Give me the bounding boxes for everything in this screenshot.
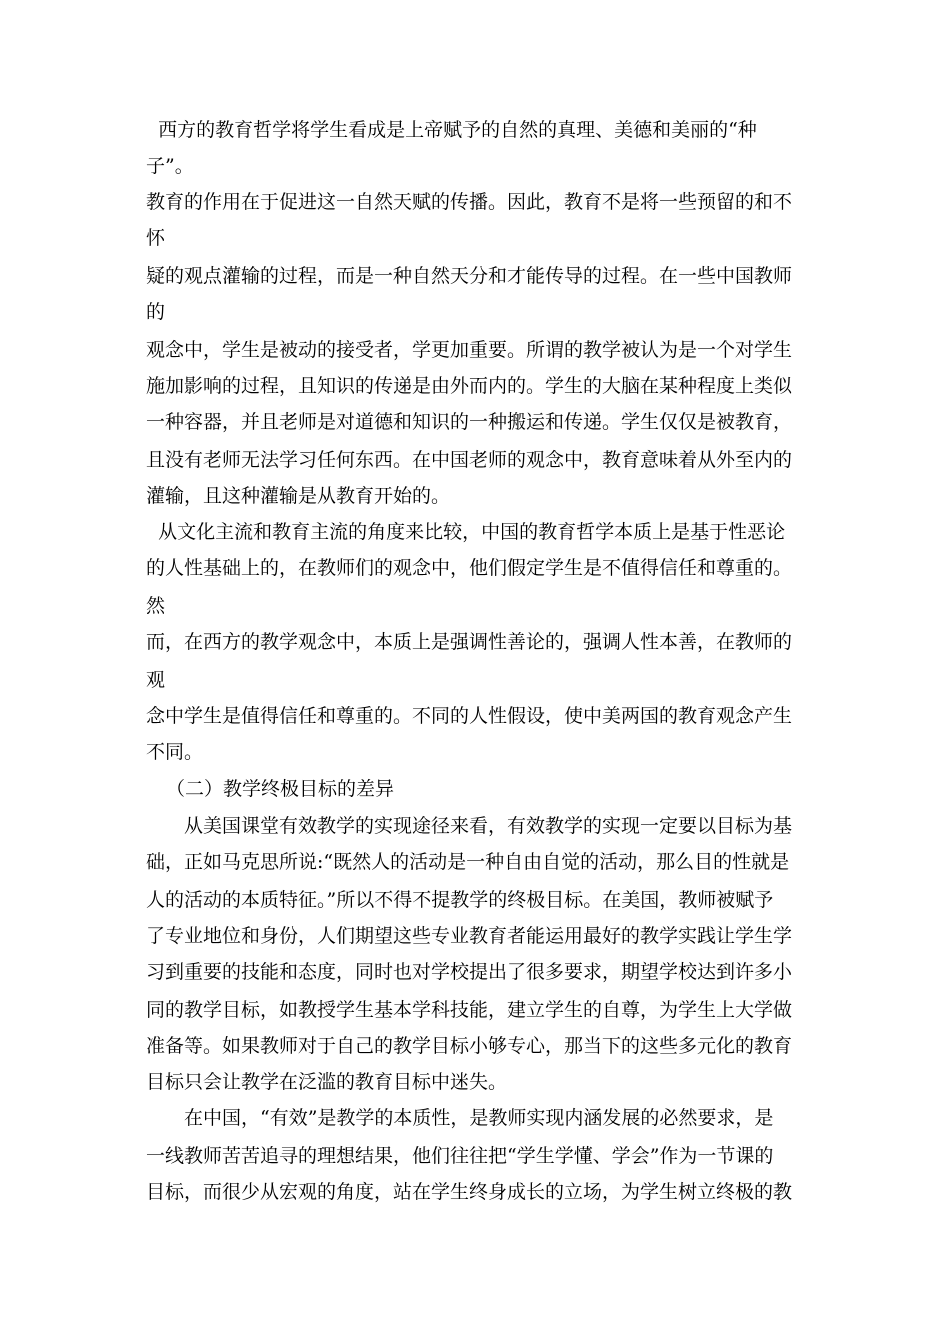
text-line: 目标，而很少从宏观的角度，站在学生终身成长的立场，为学生树立终极的教 bbox=[146, 1181, 793, 1203]
text-line: 础，正如马克思所说:“既然人的活动是一种自由自觉的活动，那么目的性就是 bbox=[146, 851, 790, 873]
text-line: 西方的教育哲学将学生看成是上帝赋予的自然的真理、美德和美丽的“种 bbox=[146, 119, 757, 141]
text-line: 习到重要的技能和态度，同时也对学校提出了很多要求，期望学校达到许多小 bbox=[146, 961, 793, 983]
text-line: 的人性基础上的，在教师们的观念中，他们假定学生是不值得信任和尊重的。 bbox=[146, 557, 793, 579]
text-line: 准备等。如果教师对于自己的教学目标小够专心，那当下的这些多元化的教育 bbox=[146, 1035, 793, 1057]
text-line: 施加影响的过程，且知识的传递是由外而内的。学生的大脑在某种程度上类似 bbox=[146, 375, 793, 397]
section-heading: （二）教学终极目标的差异 bbox=[166, 778, 395, 800]
text-line: 且没有老师无法学习任何东西。在中国老师的观念中，教育意味着从外至内的 bbox=[146, 449, 793, 471]
text-line: 教育的作用在于促进这一自然天赋的传播。因此，教育不是将一些预留的和不 bbox=[146, 191, 793, 213]
text-line: 从文化主流和教育主流的角度来比较，中国的教育哲学本质上是基于性恶论 bbox=[146, 521, 786, 543]
text-line: 念中学生是值得信任和尊重的。不同的人性假设，使中美两国的教育观念产生 bbox=[146, 705, 793, 727]
text-line: 了专业地位和身份，人们期望这些专业教育者能运用最好的教学实践让学生学 bbox=[146, 925, 793, 947]
text-line: 疑的观点灌输的过程，而是一种自然天分和才能传导的过程。在一些中国教师 bbox=[146, 265, 793, 287]
text-line: 而，在西方的教学观念中，本质上是强调性善论的，强调人性本善，在教师的 bbox=[146, 631, 793, 653]
text-line: 灌输，且这种灌输是从教育开始的。 bbox=[146, 485, 451, 507]
text-line: 人的活动的本质特征。”所以不得不提教学的终极目标。在美国，教师被赋予 bbox=[146, 889, 774, 911]
text-line: 的 bbox=[146, 301, 166, 323]
text-line: 观念中，学生是被动的接受者，学更加重要。所谓的教学被认为是一个对学生 bbox=[146, 339, 793, 361]
text-line: 然 bbox=[146, 595, 166, 617]
text-line: 不同。 bbox=[146, 741, 204, 763]
text-line: 同的教学目标，如教授学生基本学科技能，建立学生的自尊，为学生上大学做 bbox=[146, 999, 793, 1021]
text-line: 观 bbox=[146, 669, 166, 691]
text-line: 在中国，“有效”是教学的本质性，是教师实现内涵发展的必然要求，是 bbox=[184, 1107, 774, 1129]
text-line: 怀 bbox=[146, 227, 166, 249]
text-line: 从美国课堂有效教学的实现途径来看，有效教学的实现一定要以目标为基 bbox=[184, 815, 793, 837]
text-line: 一线教师苦苦追寻的理想结果，他们往往把“学生学懂、学会”作为一节课的 bbox=[146, 1145, 774, 1167]
text-line: 一种容器，并且老师是对道德和知识的一种搬运和传递。学生仅仅是被教育， bbox=[146, 411, 793, 433]
text-line: 目标只会让教学在泛滥的教育目标中迷失。 bbox=[146, 1071, 508, 1093]
text-line: 子”。 bbox=[146, 155, 194, 177]
